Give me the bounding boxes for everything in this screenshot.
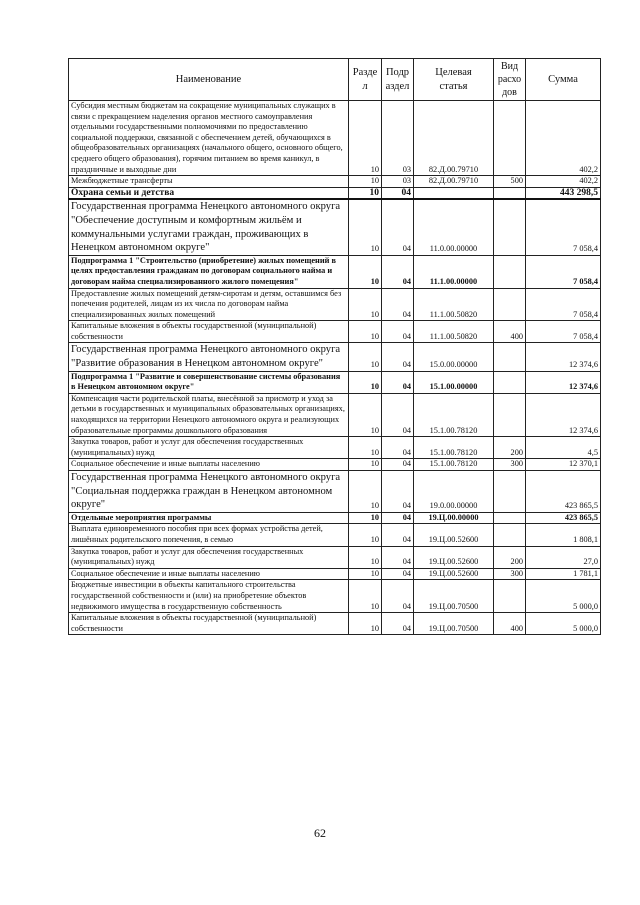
row-razdel-cell: 10 — [349, 255, 382, 288]
row-expense-type-cell — [494, 393, 526, 436]
row-expense-type-cell — [494, 187, 526, 199]
row-razdel-cell: 10 — [349, 321, 382, 343]
table-row — [69, 568, 601, 580]
row-name-cell: Отдельные мероприятия программы — [69, 512, 349, 524]
row-sum-cell: 443 298,5 — [526, 187, 601, 199]
row-razdel-cell: 10 — [349, 371, 382, 393]
header-name: Наименование — [69, 59, 349, 101]
row-target-article-cell — [414, 187, 494, 199]
row-razdel-cell: 10 — [349, 187, 382, 199]
row-podrazdel-cell: 04 — [382, 471, 414, 513]
row-sum-cell: 423 865,5 — [526, 512, 601, 524]
row-podrazdel-cell: 04 — [382, 321, 414, 343]
row-podrazdel-cell: 03 — [382, 176, 414, 188]
row-sum-cell: 7 058,4 — [526, 255, 601, 288]
row-name-cell: Подпрограмма 1 "Развитие и совершенствование системы образования в Ненецком автономном округе" — [69, 371, 349, 393]
row-sum-cell: 12 370,1 — [526, 459, 601, 471]
row-razdel-cell: 10 — [349, 393, 382, 436]
row-expense-type-cell — [494, 288, 526, 321]
row-sum-cell: 7 058,4 — [526, 288, 601, 321]
row-podrazdel-cell: 04 — [382, 512, 414, 524]
row-target-article-cell: 15.1.00.00000 — [414, 371, 494, 393]
table-row — [69, 512, 601, 524]
row-podrazdel-cell: 04 — [382, 288, 414, 321]
row-podrazdel-cell: 04 — [382, 568, 414, 580]
row-podrazdel-cell: 04 — [382, 437, 414, 459]
row-target-article-cell: 11.1.00.50820 — [414, 321, 494, 343]
row-target-article-cell: 82.Д.00.79710 — [414, 176, 494, 188]
row-razdel-cell: 10 — [349, 288, 382, 321]
table-row — [69, 343, 601, 371]
row-razdel-cell: 10 — [349, 176, 382, 188]
row-expense-type-cell — [494, 101, 526, 176]
row-podrazdel-cell: 04 — [382, 524, 414, 546]
table-row — [69, 437, 601, 459]
row-name-cell: Субсидия местным бюджетам на сокращение муниципальных служащих в связи с прекращением наделения органов местного самоуправления отдельными государственными полномочиями по предоставлению социальной поддержки, связанной с обеспечением детей, обучающихся в общеобразовательных организациях (начального общего, основного общего, среднего общего образования), горячим питанием во время каникул, в праздничные и выходные дни — [69, 101, 349, 176]
row-name-cell: Выплата единовременного пособия при всех формах устройства детей, лишённых родительского попечения, в семью — [69, 524, 349, 546]
row-name-cell: Социальное обеспечение и иные выплаты населению — [69, 568, 349, 580]
row-razdel-cell: 10 — [349, 524, 382, 546]
row-podrazdel-cell: 04 — [382, 371, 414, 393]
row-sum-cell: 7 058,4 — [526, 321, 601, 343]
table-row — [69, 321, 601, 343]
row-expense-type-cell — [494, 471, 526, 513]
row-sum-cell: 402,2 — [526, 176, 601, 188]
row-expense-type-cell: 200 — [494, 546, 526, 568]
row-name-cell: Бюджетные инвестиции в объекты капитального строительства государственной собственности и (или) на приобретение объектов недвижимого имущества в государственную собственность — [69, 580, 349, 613]
header-expense-type: Вид расхо дов — [494, 59, 526, 101]
row-target-article-cell: 19.Ц.00.00000 — [414, 512, 494, 524]
row-expense-type-cell — [494, 524, 526, 546]
row-sum-cell: 402,2 — [526, 101, 601, 176]
row-razdel-cell: 10 — [349, 199, 382, 255]
row-expense-type-cell: 300 — [494, 568, 526, 580]
budget-table-sheet — [68, 58, 600, 635]
row-podrazdel-cell: 04 — [382, 255, 414, 288]
row-name-cell: Государственная программа Ненецкого автономного округа "Развитие образования в Ненецком автономном округе" — [69, 343, 349, 371]
row-target-article-cell: 19.Ц.00.52600 — [414, 524, 494, 546]
row-target-article-cell: 11.1.00.50820 — [414, 288, 494, 321]
row-name-cell: Охрана семьи и детства — [69, 187, 349, 199]
table-row — [69, 288, 601, 321]
row-name-cell: Подпрограмма 1 "Строительство (приобретение) жилых помещений в целях предоставления гражданам по договорам социального найма и договорам найма специализированного жилого помещения" — [69, 255, 349, 288]
row-sum-cell: 12 374,6 — [526, 343, 601, 371]
row-expense-type-cell: 500 — [494, 176, 526, 188]
row-target-article-cell: 19.Ц.00.70500 — [414, 580, 494, 613]
row-target-article-cell: 11.1.00.00000 — [414, 255, 494, 288]
row-expense-type-cell: 200 — [494, 437, 526, 459]
row-expense-type-cell: 400 — [494, 613, 526, 635]
row-name-cell: Капитальные вложения в объекты государственной (муниципальной) собственности — [69, 321, 349, 343]
row-sum-cell: 12 374,6 — [526, 393, 601, 436]
row-expense-type-cell — [494, 199, 526, 255]
row-target-article-cell: 19.Ц.00.70500 — [414, 613, 494, 635]
row-razdel-cell: 10 — [349, 568, 382, 580]
table-row — [69, 524, 601, 546]
row-sum-cell: 27,0 — [526, 546, 601, 568]
row-target-article-cell: 11.0.00.00000 — [414, 199, 494, 255]
row-sum-cell: 1 781,1 — [526, 568, 601, 580]
row-expense-type-cell: 300 — [494, 459, 526, 471]
row-podrazdel-cell: 04 — [382, 199, 414, 255]
row-expense-type-cell — [494, 580, 526, 613]
row-name-cell: Капитальные вложения в объекты государственной (муниципальной) собственности — [69, 613, 349, 635]
row-target-article-cell: 82.Д.00.79710 — [414, 101, 494, 176]
row-expense-type-cell — [494, 512, 526, 524]
row-sum-cell: 7 058,4 — [526, 199, 601, 255]
row-target-article-cell: 15.0.00.00000 — [414, 343, 494, 371]
row-podrazdel-cell: 04 — [382, 546, 414, 568]
table-row — [69, 187, 601, 199]
row-name-cell: Закупка товаров, работ и услуг для обеспечения государственных (муниципальных) нужд — [69, 546, 349, 568]
row-podrazdel-cell: 04 — [382, 343, 414, 371]
row-razdel-cell: 10 — [349, 101, 382, 176]
row-target-article-cell: 15.1.00.78120 — [414, 459, 494, 471]
row-name-cell: Межбюджетные трансферты — [69, 176, 349, 188]
table-row — [69, 176, 601, 188]
budget-table — [68, 58, 601, 635]
row-razdel-cell: 10 — [349, 613, 382, 635]
row-name-cell: Компенсация части родительской платы, внесённой за присмотр и уход за детьми в государственных и муниципальных образовательных организациях, находящихся на территории Ненецкого автономного округа и реализующих образовательные программы дошкольного образования — [69, 393, 349, 436]
header-target-article: Целевая статья — [414, 59, 494, 101]
table-body — [69, 101, 601, 635]
row-expense-type-cell — [494, 343, 526, 371]
row-target-article-cell: 19.Ц.00.52600 — [414, 546, 494, 568]
table-row — [69, 101, 601, 176]
row-razdel-cell: 10 — [349, 512, 382, 524]
table-row — [69, 393, 601, 436]
row-razdel-cell: 10 — [349, 459, 382, 471]
row-razdel-cell: 10 — [349, 580, 382, 613]
row-sum-cell: 5 000,0 — [526, 613, 601, 635]
header-sum: Сумма — [526, 59, 601, 101]
page-number: 62 — [314, 826, 326, 840]
table-row — [69, 199, 601, 255]
row-podrazdel-cell: 04 — [382, 613, 414, 635]
row-podrazdel-cell: 04 — [382, 580, 414, 613]
table-row — [69, 459, 601, 471]
row-sum-cell: 4,5 — [526, 437, 601, 459]
row-podrazdel-cell: 03 — [382, 101, 414, 176]
row-expense-type-cell — [494, 255, 526, 288]
row-podrazdel-cell: 04 — [382, 187, 414, 199]
table-row — [69, 255, 601, 288]
table-row — [69, 580, 601, 613]
row-target-article-cell: 15.1.00.78120 — [414, 393, 494, 436]
table-row — [69, 371, 601, 393]
row-expense-type-cell: 400 — [494, 321, 526, 343]
row-name-cell: Социальное обеспечение и иные выплаты населению — [69, 459, 349, 471]
table-header-row — [69, 59, 601, 101]
row-name-cell: Предоставление жилых помещений детям-сиротам и детям, оставшимся без попечения родителей, лицам из их числа по договорам найма специализированных жилых помещений — [69, 288, 349, 321]
row-podrazdel-cell: 04 — [382, 459, 414, 471]
row-razdel-cell: 10 — [349, 546, 382, 568]
row-target-article-cell: 15.1.00.78120 — [414, 437, 494, 459]
row-sum-cell: 12 374,6 — [526, 371, 601, 393]
row-razdel-cell: 10 — [349, 471, 382, 513]
row-podrazdel-cell: 04 — [382, 393, 414, 436]
row-name-cell: Государственная программа Ненецкого автономного округа "Обеспечение доступным и комфортным жильём и коммунальными услугами граждан, проживающих в Ненецком автономном округе" — [69, 199, 349, 255]
row-sum-cell: 1 808,1 — [526, 524, 601, 546]
header-razdel: Разде л — [349, 59, 382, 101]
header-podrazdel: Подр аздел — [382, 59, 414, 101]
row-sum-cell: 423 865,5 — [526, 471, 601, 513]
row-name-cell: Закупка товаров, работ и услуг для обеспечения государственных (муниципальных) нужд — [69, 437, 349, 459]
table-row — [69, 471, 601, 513]
row-sum-cell: 5 000,0 — [526, 580, 601, 613]
row-target-article-cell: 19.0.00.00000 — [414, 471, 494, 513]
row-razdel-cell: 10 — [349, 343, 382, 371]
row-expense-type-cell — [494, 371, 526, 393]
row-razdel-cell: 10 — [349, 437, 382, 459]
table-row — [69, 613, 601, 635]
table-row — [69, 546, 601, 568]
row-name-cell: Государственная программа Ненецкого автономного округа "Социальная поддержка граждан в Ненецком автономном округе" — [69, 471, 349, 513]
row-target-article-cell: 19.Ц.00.52600 — [414, 568, 494, 580]
